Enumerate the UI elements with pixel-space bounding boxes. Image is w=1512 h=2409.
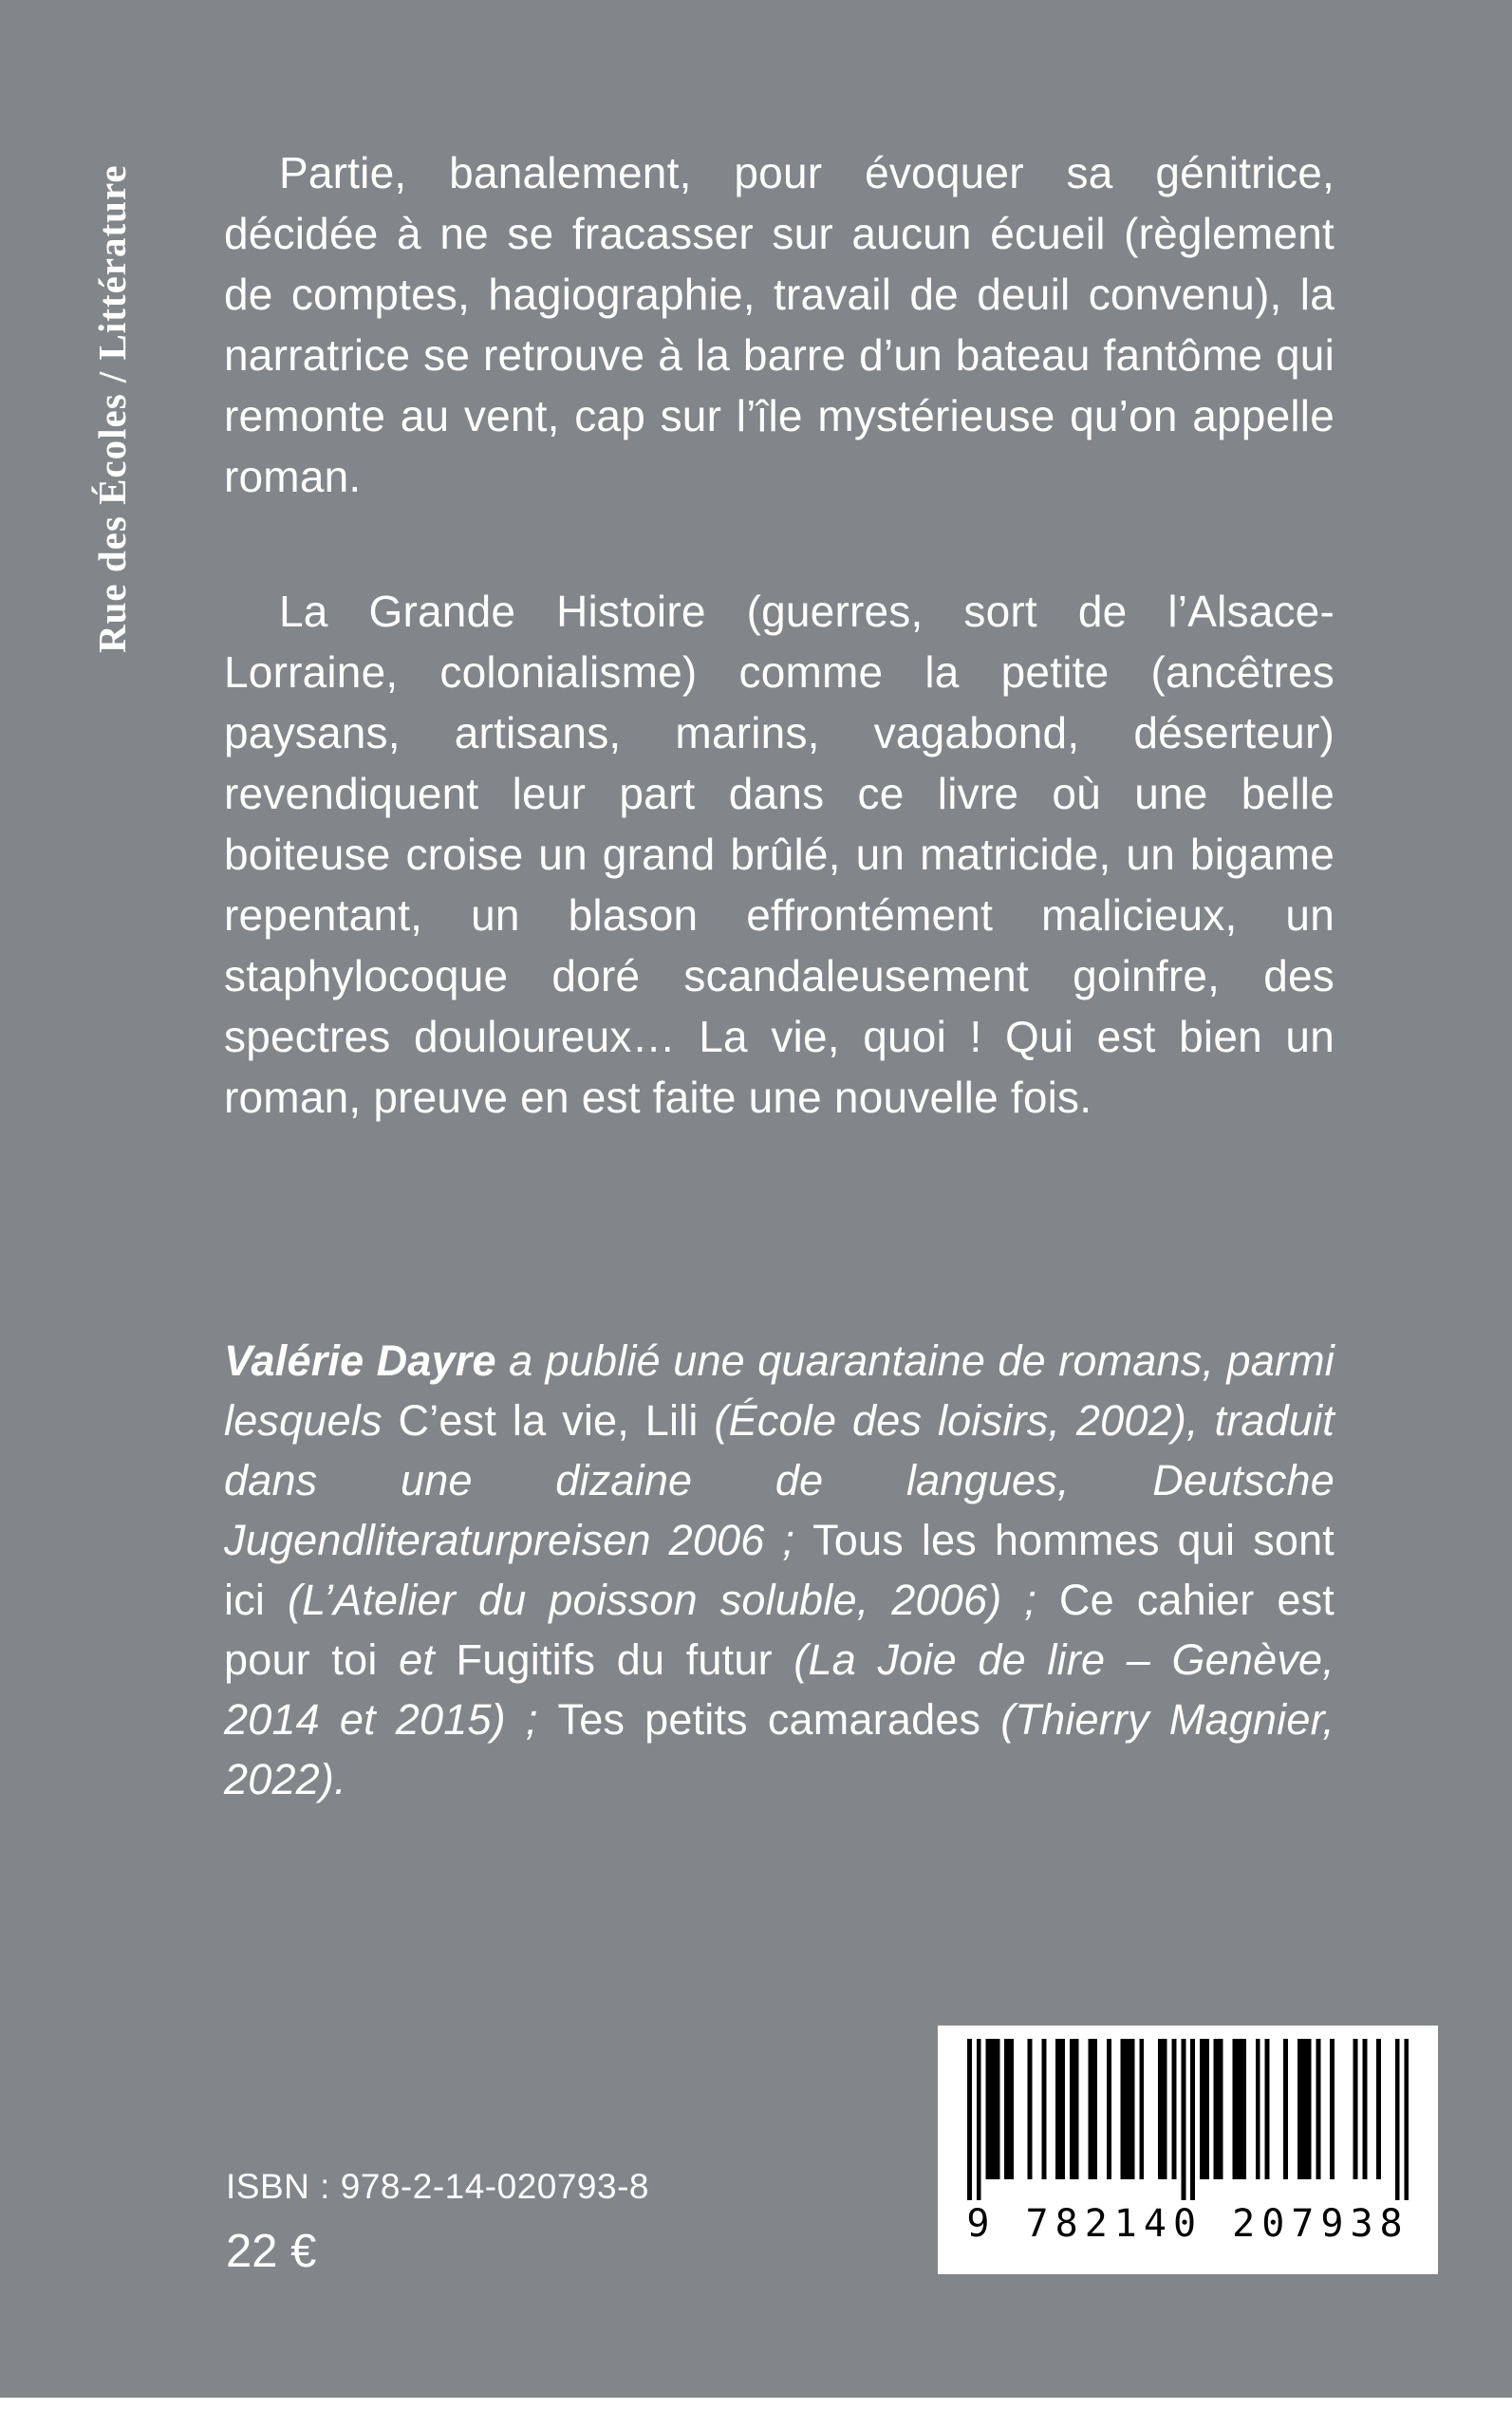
- page-bottom-edge: [0, 2398, 1512, 2409]
- book-title: Fugitifs du futur: [456, 1635, 773, 1684]
- bio-segment: a publié une quarantaine de romans, parmi lesquels: [224, 1336, 1335, 1445]
- bio-segment: et: [377, 1635, 457, 1684]
- book-title: Tous les hommes qui sont ici: [224, 1516, 1335, 1624]
- bio-segment: (L’Atelier du poisson soluble, 2006) ;: [265, 1576, 1059, 1624]
- author-name: Valérie Dayre: [224, 1336, 496, 1385]
- author-bio: [224, 1331, 1335, 1809]
- barcode-image: [967, 2039, 1409, 2200]
- bio-segment: (Thierry Magnier, 2022).: [224, 1695, 1335, 1803]
- synopsis-paragraph-1: Partie, banalement, pour évoquer sa génitrice, décidée à ne se fracasser sur aucun écueil (règlement de comptes, hagiographie, travail de deuil convenu), la narratrice se retrouve à la barre d’un bateau fantôme qui remonte au vent, cap sur l’île mystérieuse qu’on appelle roman.: [224, 148, 1335, 501]
- bio-segment: (La Joie de lire – Genève, 2014 et 2015) ;: [224, 1635, 1335, 1744]
- book-title: C’est la vie, Lili: [398, 1396, 699, 1445]
- synopsis-paragraph-2: La Grande Histoire (guerres, sort de l’Alsace-Lorraine, colonialisme) comme la petite (ancêtres paysans, artisans, marins, vagabond, déserteur) revendiquent leur part dans ce livre où une belle boiteuse croise un grand brûlé, un matricide, un bigame repentant, un blason effrontément malicieux, un staphylocoque doré scandaleusement goinfre, des spectres douloureux… La vie, quoi ! Qui est bien un roman, preuve en est faite une nouvelle fois.: [224, 587, 1335, 1122]
- bio-segment: (École des loisirs, 2002), traduit dans une dizaine de langues, Deutsche Jugendliteraturpreisen 2006 ;: [224, 1396, 1335, 1564]
- book-title: Tes petits camarades: [557, 1695, 981, 1744]
- price-text: 22 €: [226, 2226, 317, 2277]
- back-cover-text: [224, 142, 1335, 1809]
- barcode-panel: [938, 2026, 1438, 2274]
- barcode-number: 9 782140 207938: [966, 2202, 1409, 2246]
- book-title: Ce cahier est pour toi: [224, 1576, 1335, 1684]
- isbn-text: ISBN : 978-2-14-020793-8: [226, 2167, 649, 2206]
- collection-spine-label: Rue des Écoles / Littérature: [90, 164, 134, 653]
